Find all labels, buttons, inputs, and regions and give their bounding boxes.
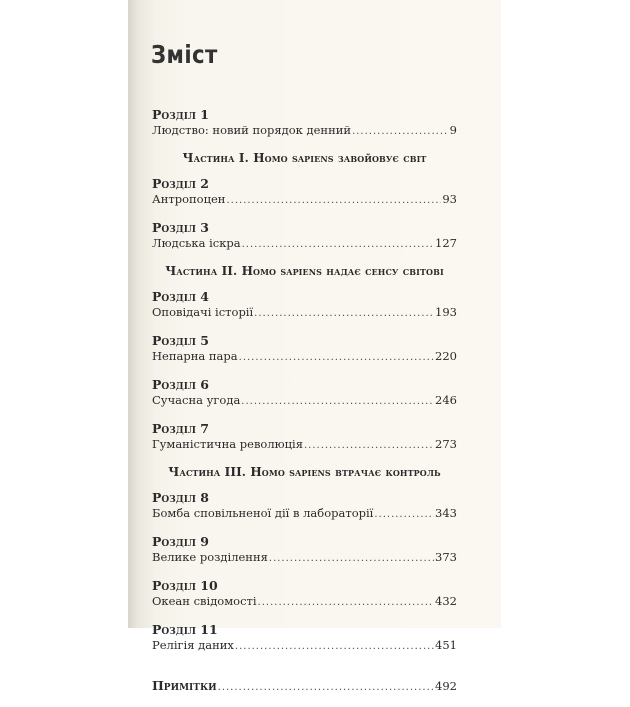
chapter-label: Розділ 10 xyxy=(152,578,218,593)
dot-leader xyxy=(242,237,434,252)
chapter-label: Розділ 4 xyxy=(152,289,209,304)
toc-chapter xyxy=(152,289,457,321)
part-heading: Частина II. Homo sapiens надає сенсу світові xyxy=(165,264,444,278)
chapter-title: Непарна пара xyxy=(152,349,238,363)
chapter-label: Розділ 7 xyxy=(152,421,209,436)
page-number: 127 xyxy=(435,236,457,250)
toc-chapter xyxy=(152,107,457,139)
page-number: 220 xyxy=(435,349,457,363)
toc-entry[interactable] xyxy=(152,192,457,208)
chapter-title: Океан свідомості xyxy=(152,594,257,608)
chapter-title: Гуманістична революція xyxy=(152,437,303,451)
chapter-label: Розділ 5 xyxy=(152,333,209,348)
toc-entry[interactable] xyxy=(152,550,457,566)
dot-leader xyxy=(239,350,434,365)
toc-entry[interactable] xyxy=(152,638,457,654)
toc-entry[interactable] xyxy=(152,594,457,610)
toc-chapter xyxy=(152,622,457,654)
page-number: 343 xyxy=(435,506,457,520)
chapter-title: Оповідачі історії xyxy=(152,305,254,319)
chapter-label: Розділ 3 xyxy=(152,220,209,235)
chapter-label: Розділ 11 xyxy=(152,622,218,637)
part-heading: Частина I. Homo sapiens завойовує світ xyxy=(182,151,427,165)
part-heading: Частина III. Homo sapiens втрачає контроль xyxy=(168,465,441,479)
toc-chapter xyxy=(152,220,457,252)
dot-leader xyxy=(269,551,434,566)
page-number: 93 xyxy=(442,192,457,206)
chapter-title: Людство: новий порядок денний xyxy=(152,123,352,137)
page-title: Зміст xyxy=(151,40,218,69)
toc-entry[interactable] xyxy=(152,305,457,321)
table-of-contents xyxy=(152,107,457,707)
toc-notes-entry[interactable] xyxy=(152,678,457,695)
toc-chapter xyxy=(152,490,457,522)
dot-leader xyxy=(226,193,441,208)
chapter-title: Релігія даних xyxy=(152,638,234,652)
dot-leader xyxy=(352,124,449,139)
book-page xyxy=(128,0,501,693)
toc-chapter xyxy=(152,421,457,453)
toc-chapter xyxy=(152,578,457,610)
toc-entry[interactable] xyxy=(152,349,457,365)
page-number: 373 xyxy=(435,550,457,564)
dot-leader xyxy=(254,306,434,321)
toc-entry[interactable] xyxy=(152,506,457,522)
dot-leader xyxy=(235,639,434,654)
chapter-title: Антропоцен xyxy=(152,192,226,206)
chapter-label: Розділ 1 xyxy=(152,107,209,122)
toc-entry[interactable] xyxy=(152,123,457,139)
page-number: 246 xyxy=(435,393,457,407)
chapter-title: Людська іскра xyxy=(152,236,241,250)
chapter-label: Розділ 9 xyxy=(152,534,209,549)
toc-entry[interactable] xyxy=(152,393,457,409)
dot-leader xyxy=(218,680,434,695)
chapter-title: Велике розділення xyxy=(152,550,268,564)
page-number: 193 xyxy=(435,305,457,319)
dot-leader xyxy=(241,394,434,409)
chapter-title: Бомба сповільненої дії в лабораторії xyxy=(152,506,374,520)
dot-leader xyxy=(374,507,434,522)
toc-entry[interactable] xyxy=(152,236,457,252)
toc-chapter xyxy=(152,176,457,208)
page-number: 273 xyxy=(435,437,457,451)
chapter-label: Розділ 8 xyxy=(152,490,209,505)
toc-chapter xyxy=(152,377,457,409)
chapter-label: Розділ 2 xyxy=(152,176,209,191)
chapter-label: Розділ 6 xyxy=(152,377,209,392)
toc-entry[interactable] xyxy=(152,437,457,453)
dot-leader xyxy=(304,438,434,453)
page-number: 451 xyxy=(435,638,457,652)
dot-leader xyxy=(258,595,435,610)
toc-chapter xyxy=(152,534,457,566)
page-number: 432 xyxy=(435,594,457,608)
page-number: 492 xyxy=(435,679,457,693)
chapter-title: Сучасна угода xyxy=(152,393,241,407)
toc-chapter xyxy=(152,333,457,365)
notes-title: Примітки xyxy=(152,678,217,693)
page-number: 9 xyxy=(449,123,457,137)
